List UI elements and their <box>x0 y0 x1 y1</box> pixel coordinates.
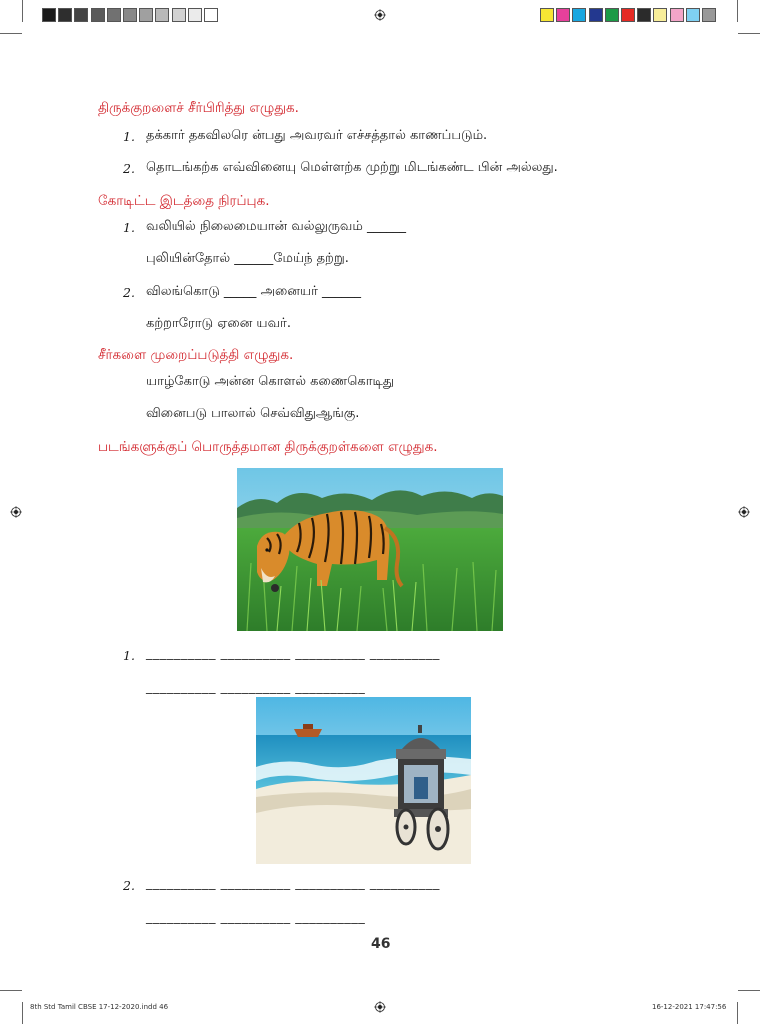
registration-mark-right <box>738 506 750 518</box>
item-number: 1. <box>123 220 135 235</box>
kural-text: தக்கார் தகவிலரெ ன்பது அவரவர் எச்சத்தால் காணப்படும். <box>146 128 488 143</box>
color-swatch <box>91 8 105 22</box>
section-heading-fill-blanks: கோடிட்ட இடத்தை நிரப்புக. <box>98 193 270 209</box>
footer-timestamp: 16-12-2021 17:47:56 <box>652 1003 727 1011</box>
footer-file-info: 8th Std Tamil CBSE 17-12-2020.indd 46 <box>30 1003 169 1011</box>
registration-mark-left <box>10 506 22 518</box>
color-swatch <box>670 8 684 22</box>
tiger-grazing-picture <box>237 468 503 631</box>
color-swatch <box>589 8 603 22</box>
crop-mark <box>22 1002 23 1024</box>
color-swatch <box>139 8 153 22</box>
color-swatch <box>653 8 667 22</box>
item-number: 2. <box>123 161 135 176</box>
kural-text: தொடங்கற்க எவ்வினையு மெள்ளற்க முற்று மிடங்கண்ட பின் அல்லது. <box>146 160 558 175</box>
jumbled-line: வினைபடு பாலால் செவ்விதுஆங்கு. <box>146 406 360 421</box>
color-swatch <box>42 8 56 22</box>
section-heading-picture-kural: படங்களுக்குப் பொருத்தமான திருக்குறள்களை எழுதுக. <box>98 439 438 455</box>
page-number: 46 <box>371 936 391 952</box>
fill-blank-line: கற்றாரோடு ஏனை யவர். <box>146 316 291 331</box>
answer-writing-line: __________ __________ __________ <box>146 910 366 925</box>
color-swatch <box>621 8 635 22</box>
color-swatch <box>540 8 554 22</box>
item-number: 2. <box>123 285 135 300</box>
registration-mark-bottom <box>374 1001 386 1013</box>
color-swatch <box>188 8 202 22</box>
color-swatch <box>686 8 700 22</box>
fill-blank-line: விலங்கொடு _____ அனையர் ______ <box>146 284 361 299</box>
color-swatch <box>637 8 651 22</box>
color-swatch <box>107 8 121 22</box>
color-swatch <box>155 8 169 22</box>
crop-mark <box>0 33 22 34</box>
color-swatch <box>556 8 570 22</box>
registration-mark-top <box>374 9 386 21</box>
crop-mark <box>22 0 23 22</box>
color-swatch <box>204 8 218 22</box>
answer-writing-line: __________ __________ __________ __________ <box>146 646 440 661</box>
item-number: 1. <box>123 129 135 144</box>
answer-number: 1. <box>123 648 135 663</box>
color-swatch <box>572 8 586 22</box>
color-swatch <box>702 8 716 22</box>
crop-mark <box>0 990 22 991</box>
jumbled-line: யாழ்கோடு அன்ன கொளல் கணைகொடிது <box>146 374 395 389</box>
crop-mark <box>738 990 760 991</box>
section-heading-reorder-words: சீர்களை முறைப்படுத்தி எழுதுக. <box>98 347 294 363</box>
crop-mark <box>738 33 760 34</box>
section-heading-split-kural: திருக்குறளைச் சீர்பிரித்து எழுதுக. <box>98 100 299 116</box>
fill-blank-line: வலியில் நிலைமையான் வல்லுருவம் ______ <box>146 219 406 234</box>
fill-blank-line: புலியின்தோல் ______மேய்ந் தற்று. <box>146 251 349 266</box>
crop-mark <box>737 1002 738 1024</box>
color-swatch <box>123 8 137 22</box>
answer-writing-line: __________ __________ __________ __________ <box>146 876 440 891</box>
chariot-seashore-picture <box>256 697 471 864</box>
crop-mark <box>737 0 738 22</box>
answer-number: 2. <box>123 878 135 893</box>
color-swatch <box>605 8 619 22</box>
color-swatch <box>58 8 72 22</box>
color-swatch <box>74 8 88 22</box>
color-swatch <box>172 8 186 22</box>
answer-writing-line: __________ __________ __________ <box>146 680 366 695</box>
